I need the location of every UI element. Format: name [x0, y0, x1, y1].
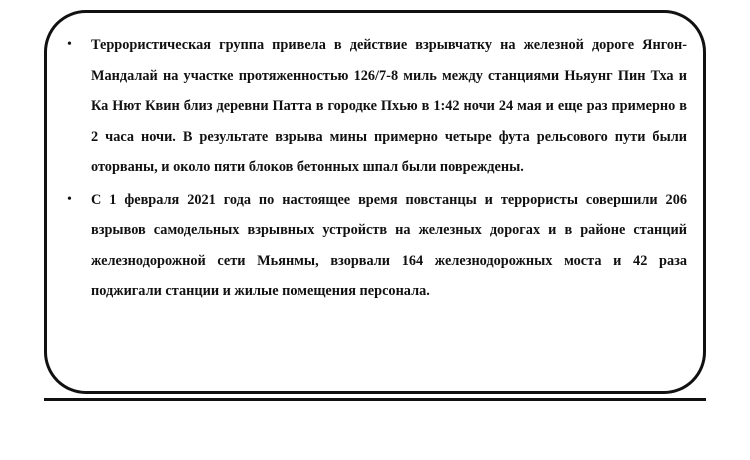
list-item — [63, 30, 687, 183]
list-item-text: Террористическая группа привела в действие взрывчатку на железной дороге Янгон-Мандалай на участке протяженностью 126/7-8 миль между станциями Ньяунг Пин Тха и Ка Нют Квин близ деревни Патта в городке Пхью в 1:42 ночи 24 мая и еще раз примерно в 2 часа ночи. В результате взрыва мины примерно четыре фута рельсового пути были оторваны, и около пяти блоков бетонных шпал были повреждены. — [91, 37, 687, 175]
list-item-text: С 1 февраля 2021 года по настоящее время повстанцы и террористы совершили 206 взрывов самодельных взрывных устройств на железных дорогах и в районе станций железнодорожной сети Мьянмы, взорвали 164 железнодорожных моста и 42 раза поджигали станции и жилые помещения персонала. — [91, 191, 687, 299]
bullet-list — [63, 30, 687, 307]
bullet-icon: • — [67, 191, 72, 207]
list-item — [63, 185, 687, 307]
rounded-text-frame — [44, 10, 706, 394]
bullet-icon: • — [67, 37, 72, 52]
horizontal-divider — [44, 398, 706, 401]
